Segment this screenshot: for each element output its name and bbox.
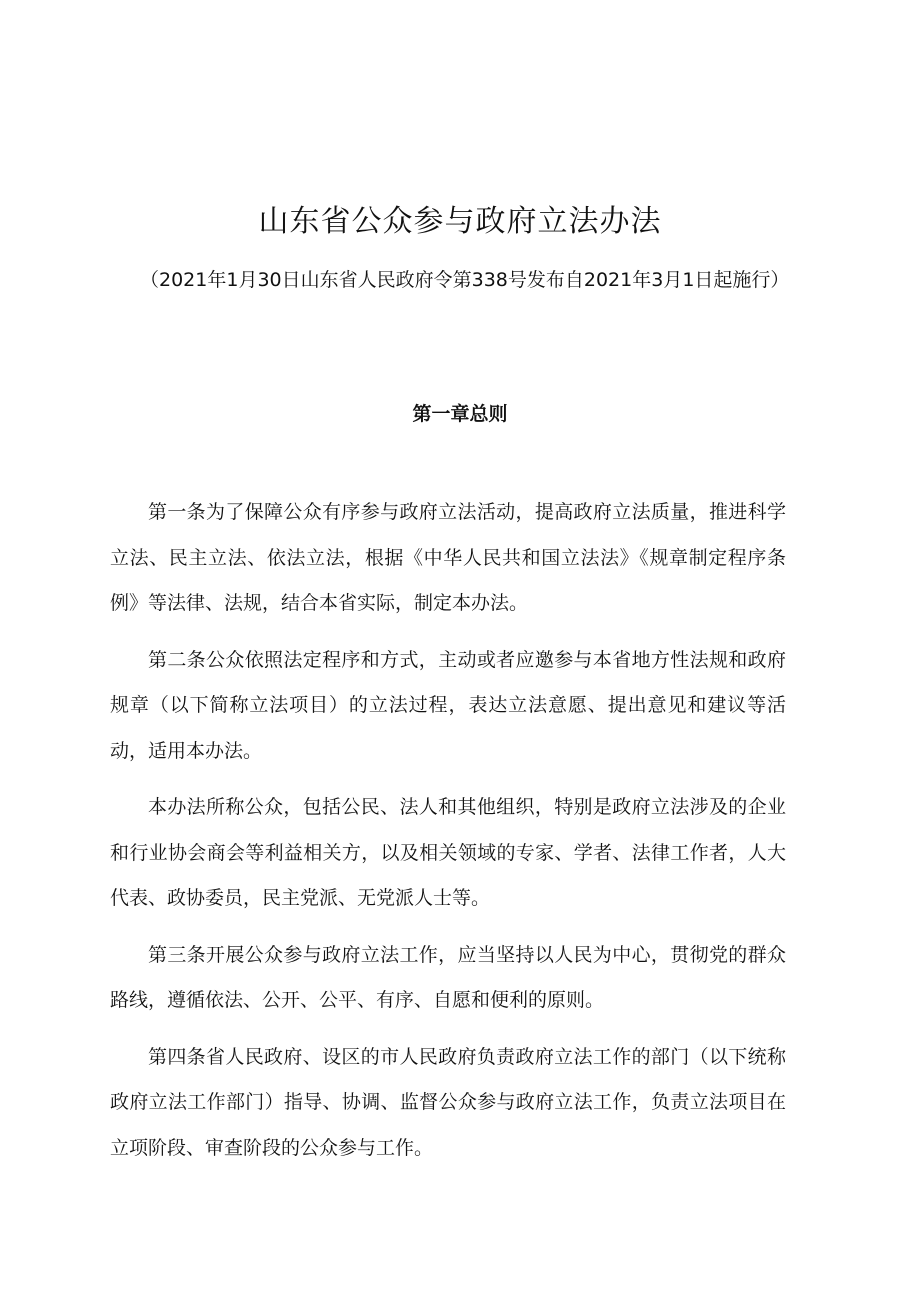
paragraph-article-1: 第一条为了保障公众有序参与政府立法活动，提高政府立法质量，推进科学立法、民主立法、依法立法，根据《中华人民共和国立法法》《规章制定程序条例》等法律、法规，结合本省实际，制定本办法。 bbox=[110, 501, 786, 614]
document-title: 山东省公众参与政府立法办法 bbox=[258, 204, 662, 239]
paragraph-public-definition: 本办法所称公众，包括公民、法人和其他组织，特别是政府立法涉及的企业和行业协会商会等利益相关方，以及相关领域的专家、学者、法律工作者，人大代表、政协委员，民主党派、无党派人士等。 bbox=[110, 796, 786, 909]
paragraph-article-3: 第三条开展公众参与政府立法工作，应当坚持以人民为中心，贯彻党的群众路线，遵循依法、公开、公平、有序、自愿和便利的原则。 bbox=[110, 943, 786, 1011]
document-subtitle: （2021年1月30日山东省人民政府令第338号发布自2021年3月1日起施行） bbox=[140, 269, 790, 291]
paragraph-article-2: 第二条公众依照法定程序和方式，主动或者应邀参与本省地方性法规和政府规章（以下简称立法项目）的立法过程，表达立法意愿、提出意见和建议等活动，适用本办法。 bbox=[110, 648, 786, 762]
document-body bbox=[110, 490, 786, 1182]
paragraph-article-4: 第四条省人民政府、设区的市人民政府负责政府立法工作的部门（以下统称政府立法工作部门）指导、协调、监督公众参与政府立法工作，负责立法项目在立项阶段、审查阶段的公众参与工作。 bbox=[110, 1045, 786, 1159]
chapter-heading: 第一章总则 bbox=[412, 403, 508, 425]
